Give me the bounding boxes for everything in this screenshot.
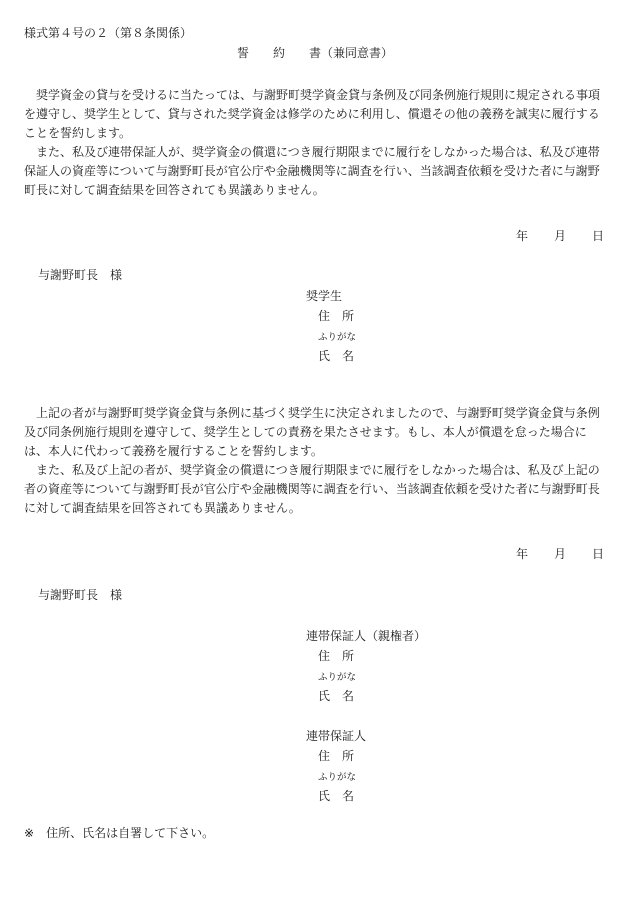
- student-name-label: [318, 347, 354, 364]
- student-address-label: [318, 307, 354, 324]
- addressee-1: 与謝野町長 様: [38, 268, 123, 282]
- guarantor2-name-label: [318, 787, 354, 804]
- date-line-1: [516, 227, 604, 244]
- guarantor1-name-label: [318, 687, 354, 704]
- address-char-2: 所: [342, 749, 355, 763]
- address-char-1: 住: [318, 749, 331, 763]
- date-month-label: 月: [553, 229, 566, 243]
- student-role-label: 奨学生: [306, 289, 343, 303]
- addressee-2: 与謝野町長 様: [38, 588, 123, 602]
- student-furigana-label: ふりがな: [318, 332, 357, 343]
- name-char-1: 氏: [318, 349, 331, 363]
- guarantor2-address-label: [318, 747, 354, 764]
- footnote-text: 住所、氏名は自署して下さい。: [46, 826, 215, 840]
- guarantor2-role-label: 連帯保証人: [306, 729, 367, 743]
- pledge-paragraph-2: また、私及び連帯保証人が、奨学資金の償還につき履行期限までに履行をしなかった場合は、私及び連帯保証人の資産等について与謝野町長が官公庁や金融機関等に調査を行い、当該調査依頼を受けた者に与謝野町長に対して調査結果を回答されても異議ありません。: [24, 145, 600, 197]
- date-line-2: [516, 545, 604, 562]
- pledge-text: [24, 86, 608, 200]
- guarantor-text: [24, 404, 608, 518]
- form-number: 様式第４号の２（第８条関係）: [24, 26, 193, 40]
- date-day-label: 日: [591, 229, 604, 243]
- guarantor1-furigana-label: ふりがな: [318, 672, 357, 683]
- name-char-2: 名: [342, 349, 355, 363]
- document-title: 誓 約 書（兼同意書）: [236, 46, 393, 60]
- date-year-label: 年: [515, 229, 528, 243]
- guarantor1-role-label: 連帯保証人（親権者）: [306, 629, 427, 643]
- reference-mark-icon: ※: [24, 826, 35, 840]
- address-char-1: 住: [318, 309, 331, 323]
- guarantor1-address-label: [318, 647, 354, 664]
- address-char-2: 所: [342, 309, 355, 323]
- guarantor-paragraph-1: 上記の者が与謝野町奨学資金貸与条例に基づく奨学生に決定されましたので、与謝野町奨学資金貸与条例及び同条例施行規則を遵守して、奨学生としての責務を果たさせます。もし、本人が償還を怠った場合には、本人に代わって義務を履行することを誓約します。: [24, 406, 600, 458]
- pledge-paragraph-1: 奨学資金の貸与を受けるに当たっては、与謝野町奨学資金貸与条例及び同条例施行規則に規定される事項を遵守し、奨学生として、貸与された奨学資金は修学のために利用し、償還その他の義務を誠実に履行することを誓約します。: [24, 88, 601, 140]
- guarantor2-furigana-label: ふりがな: [318, 772, 357, 783]
- date-month-label: 月: [553, 547, 566, 561]
- footnote: [24, 824, 214, 841]
- name-char-2: 名: [342, 789, 355, 803]
- date-year-label: 年: [515, 547, 528, 561]
- name-char-2: 名: [342, 689, 355, 703]
- address-char-1: 住: [318, 649, 331, 663]
- name-char-1: 氏: [318, 689, 331, 703]
- guarantor-paragraph-2: また、私及び上記の者が、奨学資金の償還につき履行期限までに履行をしなかった場合は、私及び上記の者の資産等について与謝野町長が官公庁や金融機関等に調査を行い、当該調査依頼を受けた者に与謝野町長に対して調査結果を回答されても異議ありません。: [24, 463, 600, 515]
- date-day-label: 日: [591, 547, 604, 561]
- address-char-2: 所: [342, 649, 355, 663]
- name-char-1: 氏: [318, 789, 331, 803]
